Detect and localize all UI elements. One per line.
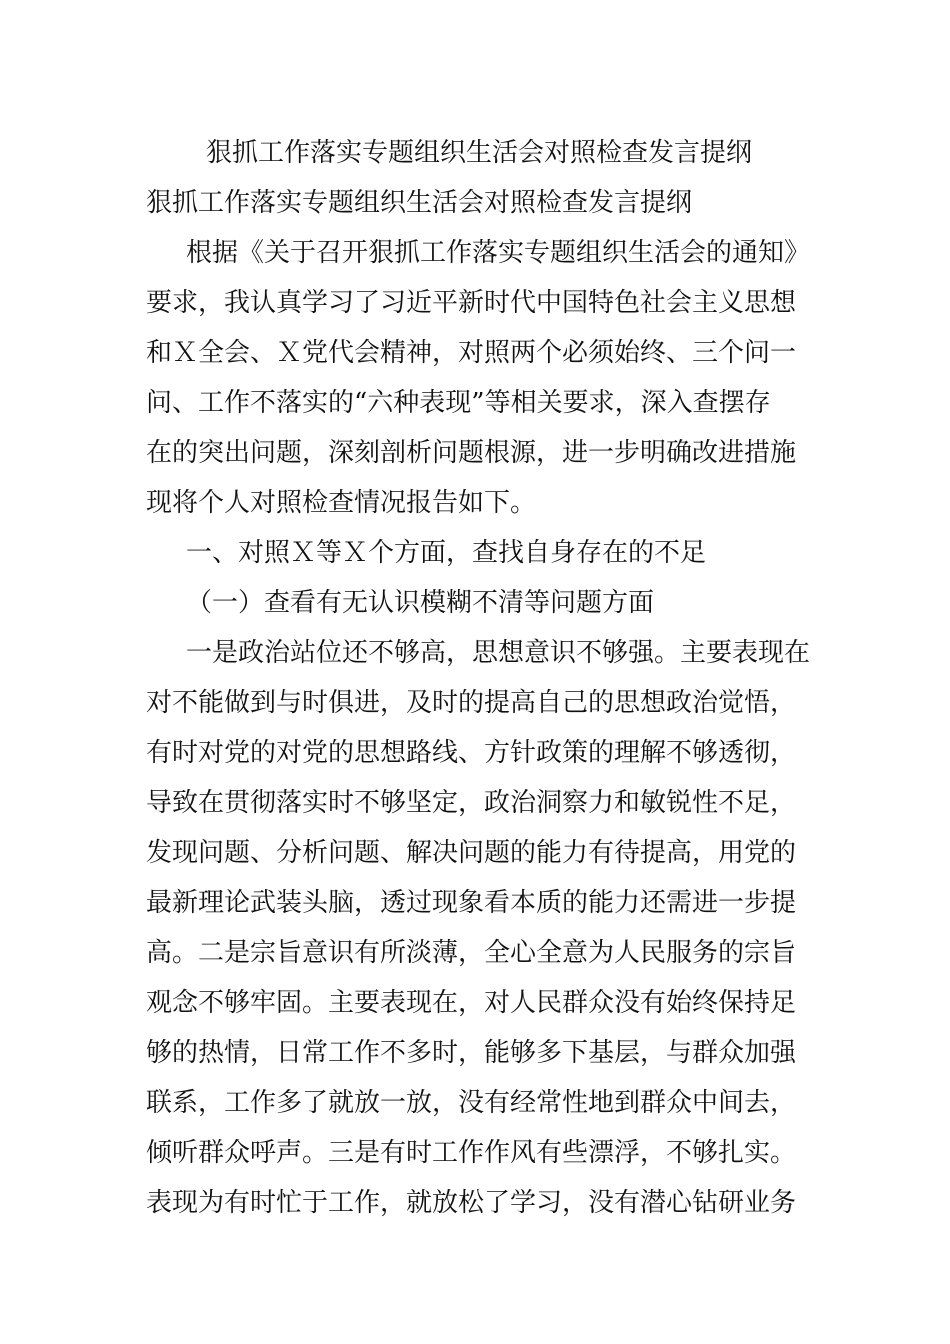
body-line-3: 和Ｘ全会、Ｘ党代会精神，对照两个必须始终、三个问一 <box>146 338 797 368</box>
body-line-10: 导致在贯彻落实时不够坚定，政治洞察力和敏锐性不足， <box>146 788 797 818</box>
body-line-16: 联系，工作多了就放一放，没有经常性地到群众中间去， <box>146 1088 797 1118</box>
body-line-2: 要求，我认真学习了习近平新时代中国特色社会主义思想 <box>146 288 797 318</box>
body-line-17: 倾听群众呼声。三是有时工作作风有些漂浮，不够扎实。 <box>146 1138 797 1168</box>
body-line-14: 观念不够牢固。主要表现在，对人民群众没有始终保持足 <box>146 988 797 1018</box>
body-line-12: 最新理论武装头脑，透过现象看本质的能力还需进一步提 <box>146 888 797 918</box>
body-line-7: 一是政治站位还不够高，思想意识不够强。主要表现在 <box>186 638 811 668</box>
body-line-11: 发现问题、分析问题、解决问题的能力有待提高，用党的 <box>146 838 797 868</box>
page-title: 狠抓工作落实专题组织生活会对照检查发言提纲 <box>206 138 753 168</box>
body-line-18: 表现为有时忙于工作，就放松了学习，没有潜心钻研业务 <box>146 1188 797 1218</box>
body-line-4: 问、工作不落实的“六种表现”等相关要求，深入查摆存 <box>146 388 771 418</box>
body-line-13: 高。二是宗旨意识有所淡薄，全心全意为人民服务的宗旨 <box>146 938 797 968</box>
body-line-8: 对不能做到与时俱进，及时的提高自己的思想政治觉悟， <box>146 688 797 718</box>
body-line-15: 够的热情，日常工作不多时，能够多下基层，与群众加强 <box>146 1038 797 1068</box>
section-heading-1: 一、对照Ｘ等Ｘ个方面，查找自身存在的不足 <box>186 538 707 568</box>
body-line-5: 在的突出问题，深刻剖析问题根源，进一步明确改进措施 <box>146 438 797 468</box>
page-subtitle: 狠抓工作落实专题组织生活会对照检查发言提纲 <box>146 188 693 218</box>
subsection-heading-1: （一）查看有无认识模糊不清等问题方面 <box>186 588 655 618</box>
body-line-9: 有时对党的对党的思想路线、方针政策的理解不够透彻， <box>146 738 797 768</box>
body-line-1: 根据《关于召开狠抓工作落实专题组织生活会的通知》 <box>186 238 811 268</box>
body-line-6: 现将个人对照检查情况报告如下。 <box>146 488 537 518</box>
